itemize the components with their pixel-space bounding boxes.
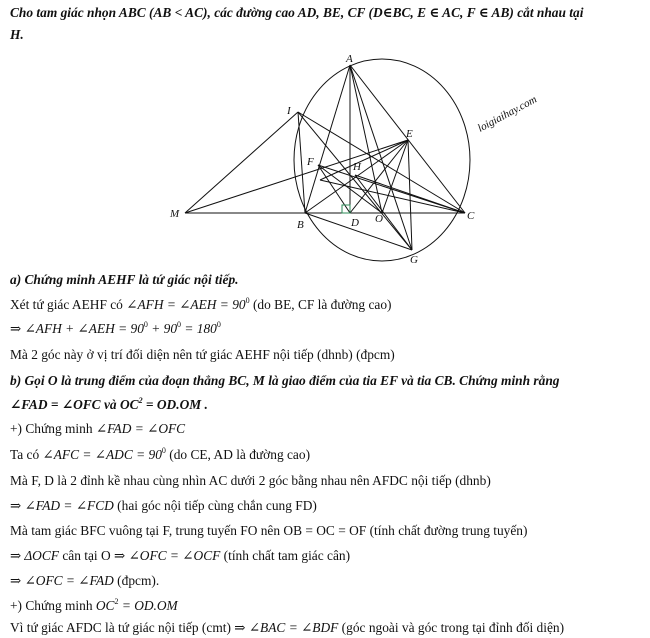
label-i: I [287,105,291,117]
label-b: B [297,219,304,231]
label-o: O [375,213,383,225]
label-c: C [467,210,475,222]
part-b-step-1: +) Chứng minh ∠FAD = ∠OFC [10,421,186,436]
problem-line-2: H. [10,27,24,42]
label-a: A [346,53,353,65]
part-a-heading: a) Chứng minh AEHF là tứ giác nội tiếp. [10,272,239,287]
part-b-heading-2: ∠FAD = ∠OFC và $OC^2 = OD.OM$ . [10,396,208,412]
problem-line-1: Cho tam giác nhọn ABC (AB < AC), các đường cao AD, BE, CF (D∈BC, E ∈ AC, F ∈ AB) cắt nhau tại [10,5,584,20]
part-b-step-2: Ta có ∠AFC = ∠ADC = $90^0$ (do CE, AD là đường cao) [10,446,311,462]
label-h: H [353,161,361,173]
part-a-line-2: ⇒ ∠AFH + ∠AEH = $90^0 + 90^0 = 180^0$ [10,320,221,336]
part-b-step-4: ⇒ ∠FAD = ∠FCD (hai góc nội tiếp cùng chắn cung FD) [10,498,317,513]
geometry-figure [0,0,650,275]
part-a-line-3: Mà 2 góc này ở vị trí đối diện nên tứ giác AEHF nội tiếp (dhnb) (đpcm) [10,347,395,362]
part-a-line-1: Xét tứ giác AEHF có ∠AFH = ∠AEH = $90^0$ (do BE, CF là đường cao) [10,296,392,312]
part-b-step-8: +) Chứng minh $OC^2 = OD.OM$ [10,597,178,613]
watermark: loigiaihay.com [475,93,539,135]
part-b-heading: b) Gọi O là trung điểm của đoạn thẳng BC, M là giao điểm của tia EF và tia CB. Chứng minh rằng [10,373,560,388]
line-fd [318,165,350,213]
part-b-step-9: Vì tứ giác AFDC là tứ giác nội tiếp (cmt) ⇒ ∠BAC = ∠BDF (góc ngoài và góc trong tại đỉnh đối diện) [10,620,565,635]
part-b-step-6: ⇒ ΔOCF cân tại O ⇒ ∠OFC = ∠OCF (tính chất tam giác cân) [10,548,351,563]
part-b-step-5: Mà tam giác BFC vuông tại F, trung tuyến FO nên OB = OC = OF (tính chất đường trung tuyến) [10,523,528,538]
line-ac2 [320,140,408,180]
line-ic [298,112,465,213]
part-b-step-7: ⇒ ∠OFC = ∠FAD (đpcm). [10,573,160,588]
line-mi [185,112,298,213]
label-f: F [307,156,314,168]
part-b-step-3: Mà F, D là 2 đỉnh kề nhau cùng nhìn AC dưới 2 góc bằng nhau nên AFDC nội tiếp (dhnb) [10,473,491,488]
label-m: M [170,208,180,220]
label-e: E [406,128,413,140]
label-d: D [351,217,359,229]
line-ib [298,112,305,213]
label-g: G [410,254,418,266]
